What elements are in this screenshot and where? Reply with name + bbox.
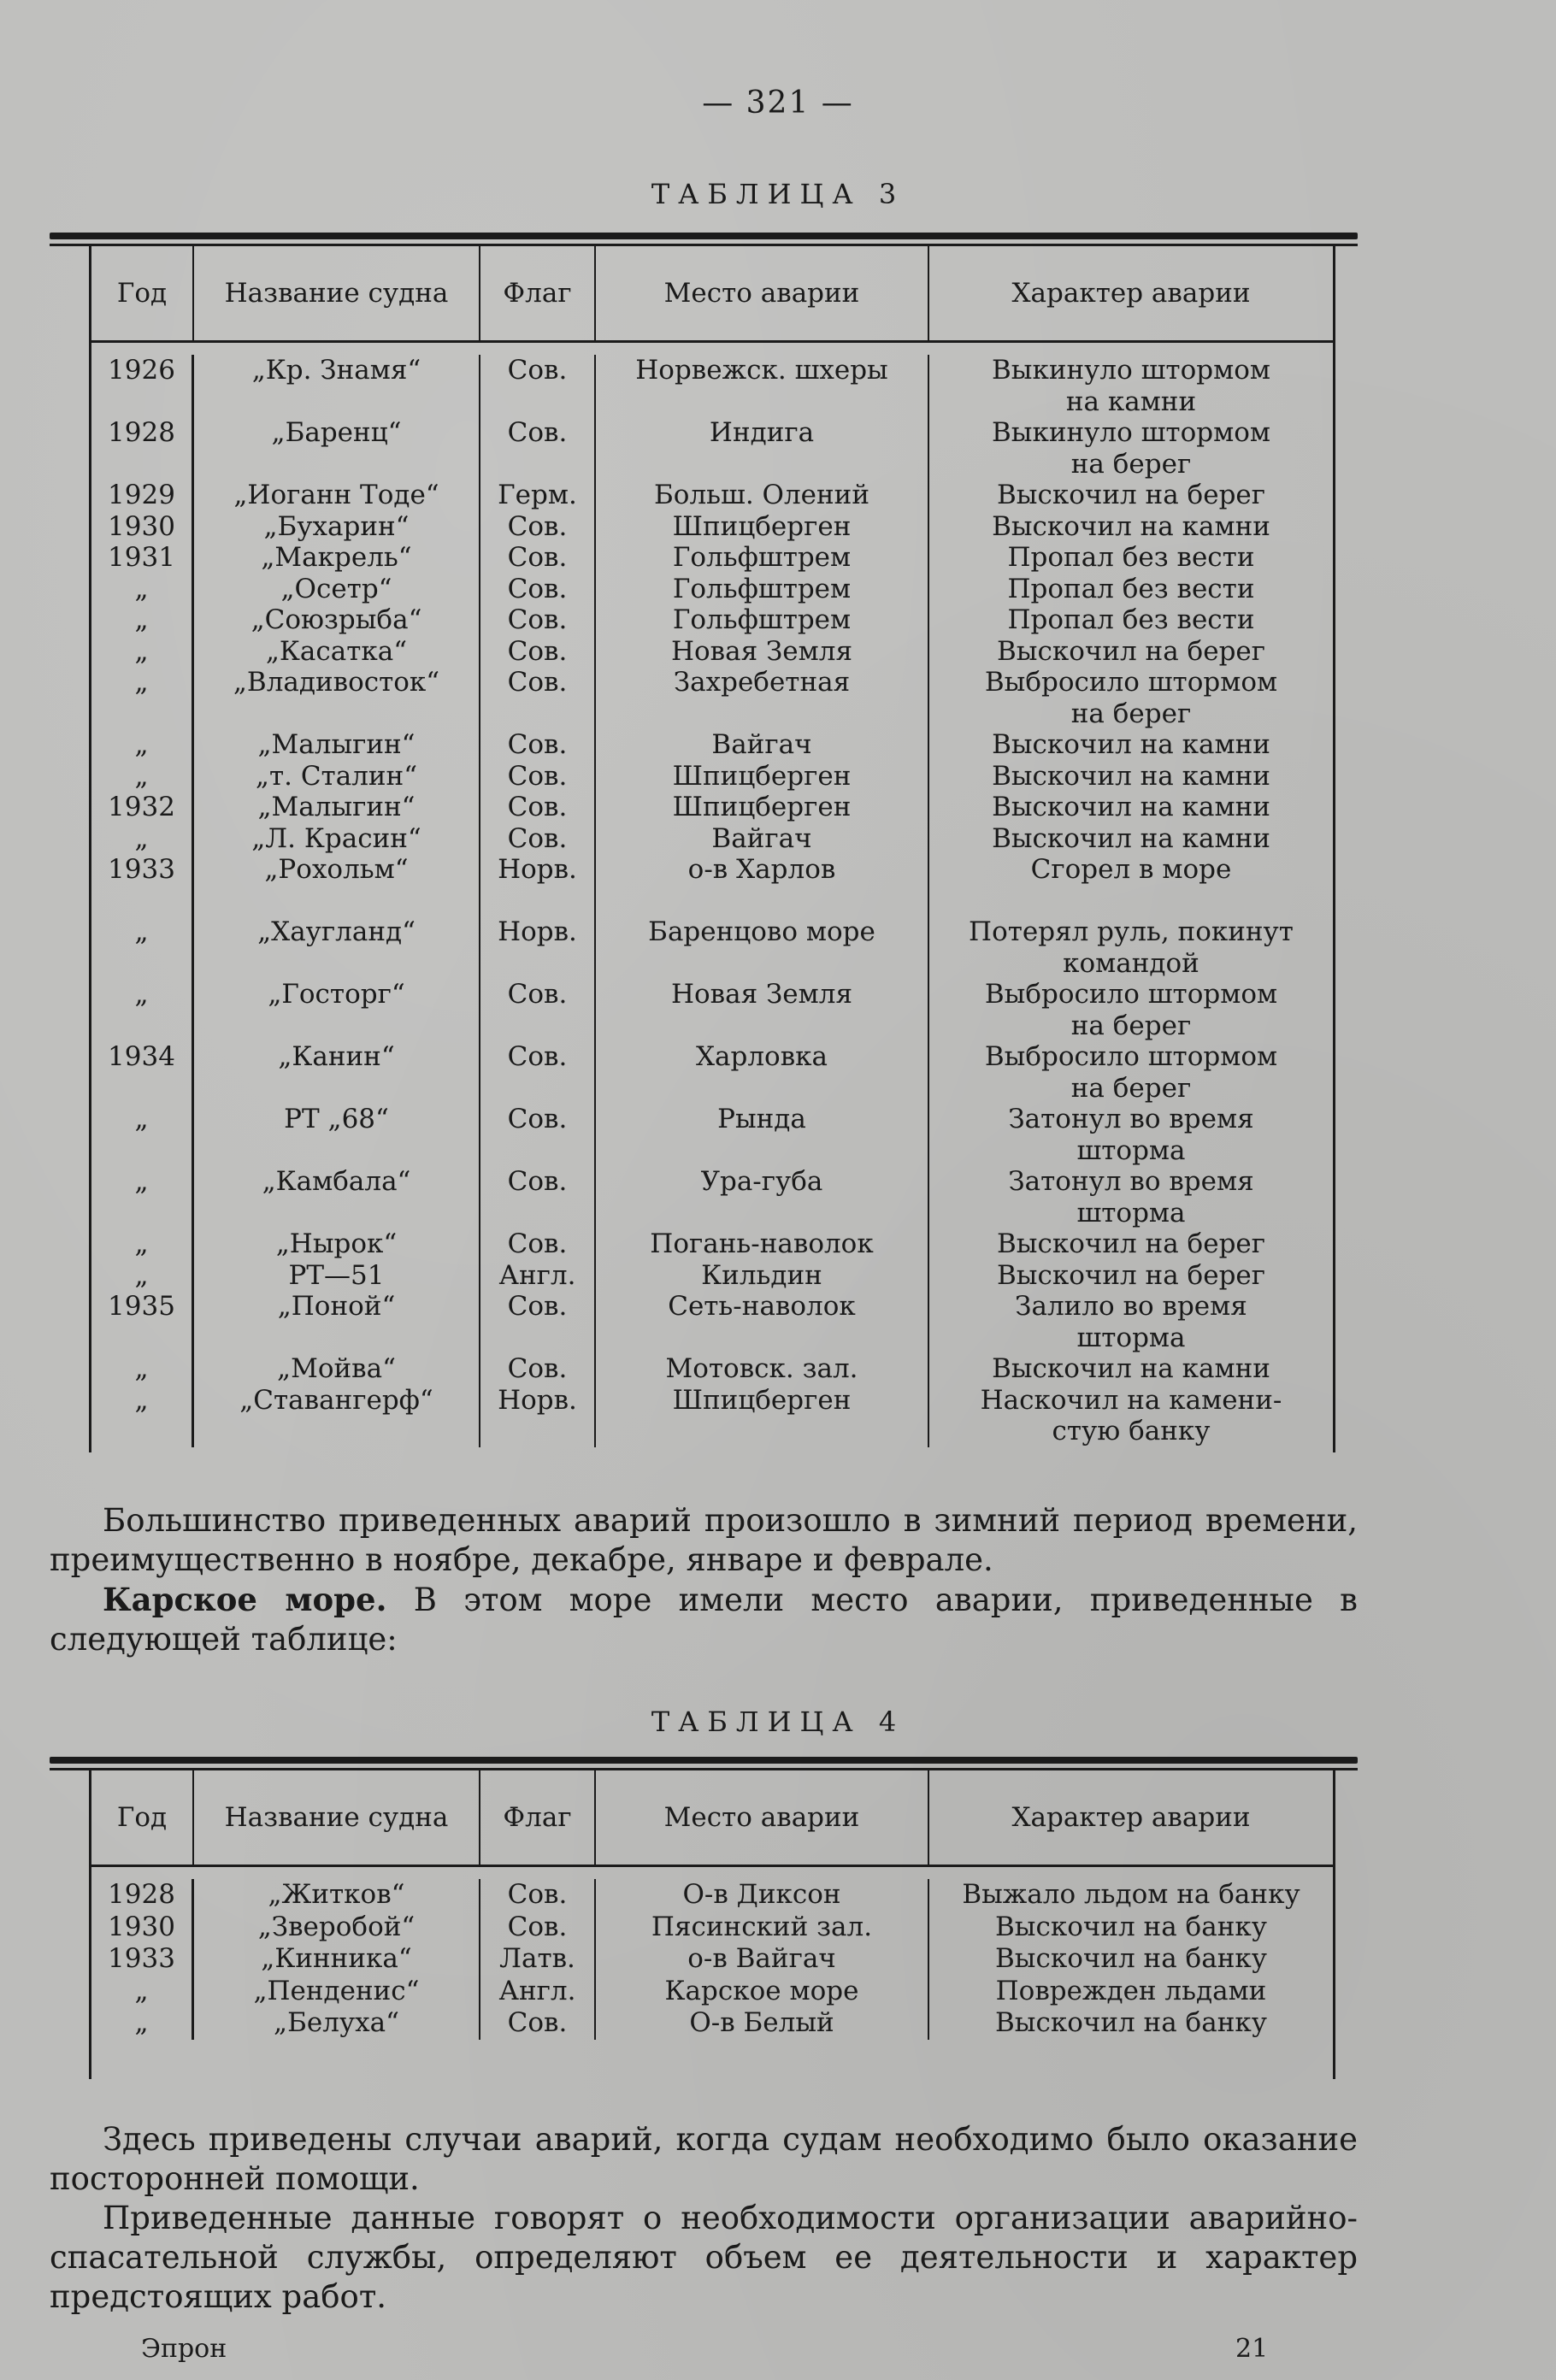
cell-place: Норвежск. шхеры	[635, 355, 888, 386]
cell-nature	[929, 979, 1333, 1041]
cell-nature	[929, 1041, 1333, 1104]
cell-place: Гольфштрем	[672, 604, 852, 635]
cell-year: „	[134, 2007, 149, 2038]
table3	[50, 233, 1358, 1452]
nature-line: Выскочил на камни	[992, 822, 1270, 854]
nature-line: Сгорел в море	[1030, 854, 1232, 885]
nature-line: на берег	[1070, 1010, 1192, 1041]
cell-flag: Сов.	[507, 729, 568, 760]
cell-year: „	[134, 1384, 149, 1416]
cell-flag: Сов.	[507, 355, 568, 386]
cell-nature	[929, 542, 1333, 574]
col-place	[596, 355, 929, 1447]
nature-line: Выбросило штормом	[984, 667, 1278, 698]
cell-flag: Сов.	[507, 1104, 568, 1134]
table3-title: ТАБЛИЦА 3	[651, 178, 905, 210]
cell-ship: „Поной“	[277, 1291, 396, 1322]
cell-year: „	[134, 573, 149, 604]
cell-nature	[929, 792, 1333, 823]
cell-year: „	[134, 979, 149, 1010]
cell-place: Рында	[717, 1104, 806, 1134]
header-year: Год	[91, 246, 194, 340]
nature-line: Выкинуло штормом	[992, 355, 1270, 386]
cell-flag: Сов.	[507, 1879, 568, 1910]
cell-nature	[929, 2007, 1333, 2040]
nature-line: Наскочил на камени-	[980, 1384, 1282, 1416]
col-place	[596, 1879, 929, 2040]
cell-year: „	[134, 916, 149, 947]
nature-line: на берег	[1070, 698, 1192, 729]
cell-place: Больш. Олений	[654, 480, 869, 510]
nature-line: Выскочил на камни	[992, 792, 1270, 822]
cell-nature	[929, 511, 1333, 543]
nature-line: Выскочил на камни	[992, 760, 1270, 792]
nature-line: Выскочил на банку	[995, 1911, 1267, 1942]
paragraph-kara-sea	[50, 1580, 1358, 1659]
cell-ship: „Мойва“	[277, 1353, 396, 1384]
cell-year: 1929	[108, 480, 175, 510]
nature-line: на берег	[1070, 448, 1192, 480]
cell-flag: Сов.	[507, 760, 568, 792]
cell-flag: Сов.	[507, 635, 568, 667]
col-flag	[480, 355, 596, 1447]
nature-line: Выскочил на камни	[992, 1353, 1270, 1384]
cell-place: Карское море	[664, 1975, 859, 2006]
cell-year: 1928	[108, 1879, 175, 1910]
cell-year: 1934	[108, 1041, 175, 1072]
cell-flag: Норв.	[498, 854, 577, 885]
col-flag	[480, 1879, 596, 2040]
header-year: Год	[91, 1770, 194, 1865]
cell-place: Индига	[709, 417, 815, 448]
cell-nature	[929, 636, 1333, 668]
footer-signature-number: 21	[1235, 2334, 1269, 2364]
cell-nature	[929, 355, 1333, 417]
cell-nature	[929, 854, 1333, 916]
cell-year: „	[134, 1353, 149, 1384]
cell-place: Новая Земля	[670, 635, 853, 667]
cell-place: Захребетная	[673, 667, 851, 698]
table-top-rule	[50, 1757, 1358, 1764]
nature-line: шторма	[1076, 1197, 1186, 1228]
cell-year: „	[134, 1228, 149, 1259]
cell-year: 1933	[108, 854, 175, 885]
cell-year: „	[134, 760, 149, 792]
nature-line: Выскочил на берег	[997, 635, 1265, 667]
cell-flag: Сов.	[507, 2007, 568, 2038]
cell-flag: Сов.	[507, 1166, 568, 1197]
cell-year: „	[134, 1166, 149, 1197]
cell-place: Вайгач	[711, 729, 812, 760]
col-year	[91, 355, 194, 1447]
cell-place: Пясинский зал.	[651, 1911, 873, 1942]
col-nature	[929, 1879, 1333, 2040]
cell-ship: „Канин“	[278, 1041, 395, 1072]
cell-year: 1932	[108, 792, 175, 822]
cell-nature	[929, 574, 1333, 605]
cell-place: Ура-губа	[700, 1166, 823, 1197]
cell-nature	[929, 480, 1333, 511]
col-year	[91, 1879, 194, 2040]
cell-nature	[929, 916, 1333, 979]
cell-nature	[929, 1260, 1333, 1292]
cell-ship: „Кр. Знамя“	[251, 355, 421, 386]
cell-flag: Сов.	[507, 604, 568, 635]
cell-place: о-в Вайгач	[687, 1943, 836, 1974]
nature-line: Затонул во время	[1008, 1166, 1254, 1197]
header-ship: Название судна	[194, 246, 480, 340]
table3-body	[89, 343, 1335, 1452]
paragraph-assistance: Здесь приведены случаи аварий, когда судам необходимо было оказание посторонней помощи.	[50, 2121, 1358, 2197]
cell-ship: РТ—51	[288, 1259, 385, 1291]
nature-line: Пропал без вести	[1007, 542, 1255, 573]
cell-flag: Сов.	[507, 542, 568, 573]
cell-place: Погань-наволок	[650, 1228, 874, 1259]
cell-ship: „Малыгин“	[257, 792, 416, 822]
cell-place: Новая Земля	[670, 979, 853, 1010]
nature-line: шторма	[1076, 1134, 1186, 1166]
cell-year: „	[134, 667, 149, 698]
nature-line: Выскочил на камни	[992, 729, 1270, 760]
table3-header	[89, 246, 1335, 340]
cell-flag: Сов.	[507, 1228, 568, 1259]
cell-place: О-в Диксон	[682, 1879, 841, 1910]
cell-ship: „Кинника“	[261, 1943, 412, 1974]
cell-year: „	[134, 635, 149, 667]
cell-nature	[929, 1228, 1333, 1260]
cell-ship: „Владивосток“	[233, 667, 440, 698]
cell-ship: „Касатка“	[265, 635, 408, 667]
cell-place: Вайгач	[711, 822, 812, 854]
cell-ship: „т. Сталин“	[255, 760, 418, 792]
cell-flag: Латв.	[499, 1943, 575, 1974]
cell-year: 1930	[108, 510, 175, 542]
header-flag: Флаг	[480, 246, 596, 340]
cell-nature	[929, 1976, 1333, 2008]
nature-line: Выскочил на банку	[995, 2007, 1267, 2038]
cell-ship: „Бухарин“	[263, 510, 410, 542]
text-block-2	[50, 2120, 1358, 2317]
cell-ship: „Житков“	[268, 1879, 405, 1910]
cell-nature	[929, 1291, 1333, 1353]
cell-flag: Сов.	[507, 822, 568, 854]
cell-place: Гольфштрем	[672, 542, 852, 573]
cell-nature	[929, 604, 1333, 636]
cell-flag: Англ.	[498, 1975, 576, 2006]
cell-place: Сеть-наволок	[668, 1291, 856, 1322]
cell-place: о-в Харлов	[687, 854, 836, 885]
cell-nature	[929, 417, 1333, 480]
cell-place: Шпицберген	[672, 760, 852, 792]
cell-place: Шпицберген	[672, 792, 852, 822]
cell-year: 1933	[108, 1943, 175, 1974]
col-ship	[194, 1879, 480, 2040]
cell-nature	[929, 761, 1333, 792]
header-ship: Название судна	[194, 1770, 480, 1865]
text-block-1	[50, 1501, 1358, 1659]
nature-line: Выжало льдом на банку	[962, 1879, 1300, 1910]
nature-line: командой	[1063, 947, 1199, 979]
nature-line: на камни	[1065, 386, 1197, 417]
cell-flag: Сов.	[507, 1911, 568, 1942]
nature-line: на берег	[1070, 1072, 1192, 1104]
nature-line	[929, 886, 1333, 917]
cell-flag: Сов.	[507, 417, 568, 448]
cell-flag: Сов.	[507, 667, 568, 698]
cell-ship: „Союзрыба“	[250, 604, 422, 635]
paragraph-rescue-service: Приведенные данные говорят о необходимости организации аварийно-спасательной службы, определяют объем ее деятельности и характер предстоящих работ.	[50, 2200, 1358, 2315]
cell-nature	[929, 1943, 1333, 1976]
nature-line: Пропал без вести	[1007, 573, 1255, 604]
cell-ship: „Госторг“	[268, 979, 405, 1010]
table4	[50, 1757, 1358, 2079]
header-place: Место аварии	[596, 1770, 929, 1865]
table4-body	[89, 1867, 1335, 2079]
cell-year: „	[134, 822, 149, 854]
cell-year: 1931	[108, 542, 175, 573]
cell-year: „	[134, 729, 149, 760]
nature-line: Выкинуло штормом	[992, 417, 1270, 448]
cell-ship: „Ставангерф“	[239, 1384, 433, 1416]
cell-ship: „Рохольм“	[264, 854, 409, 885]
cell-nature	[929, 1166, 1333, 1228]
cell-flag: Сов.	[507, 979, 568, 1010]
col-nature	[929, 355, 1333, 1447]
table4-header	[89, 1770, 1335, 1865]
cell-flag: Герм.	[498, 480, 577, 510]
cell-place: Шпицберген	[672, 510, 852, 542]
cell-flag: Сов.	[507, 1353, 568, 1384]
cell-place: Баренцово море	[648, 916, 875, 947]
cell-nature	[929, 1879, 1333, 1912]
nature-line: Выскочил на берег	[997, 1228, 1265, 1259]
cell-nature	[929, 1385, 1333, 1447]
page-number: — 321 —	[702, 85, 854, 121]
cell-flag: Сов.	[507, 510, 568, 542]
cell-ship: „Малыгин“	[257, 729, 416, 760]
cell-nature	[929, 823, 1333, 855]
cell-year: „	[134, 1104, 149, 1134]
cell-ship: „Макрель“	[261, 542, 412, 573]
table-top-rule	[50, 233, 1358, 239]
cell-place: Шпицберген	[672, 1384, 852, 1416]
cell-ship: „Пенденис“	[253, 1975, 420, 2006]
cell-place: Кильдин	[701, 1259, 822, 1291]
cell-flag: Норв.	[498, 916, 577, 947]
cell-flag: Сов.	[507, 792, 568, 822]
cell-year: „	[134, 1975, 149, 2006]
header-place: Место аварии	[596, 246, 929, 340]
header-nature: Характер аварии	[1011, 278, 1251, 309]
cell-year: „	[134, 604, 149, 635]
cell-year: 1926	[108, 355, 175, 386]
cell-flag: Сов.	[507, 1291, 568, 1322]
cell-ship: „Камбала“	[262, 1166, 411, 1197]
cell-ship: „Зверобой“	[257, 1911, 416, 1942]
nature-line: Выбросило штормом	[984, 979, 1278, 1010]
nature-line: Выскочил на камни	[992, 510, 1270, 542]
cell-ship: „Л. Красин“	[251, 822, 421, 854]
cell-flag: Сов.	[507, 573, 568, 604]
header-nature: Характер аварии	[1011, 1802, 1251, 1833]
cell-year: 1928	[108, 417, 175, 448]
cell-ship: „Нырок“	[275, 1228, 398, 1259]
table4-title: ТАБЛИЦА 4	[651, 1705, 905, 1738]
cell-nature	[929, 1104, 1333, 1166]
cell-year: 1935	[108, 1291, 175, 1322]
cell-ship: „Осетр“	[280, 573, 392, 604]
nature-line: шторма	[1076, 1322, 1186, 1353]
cell-ship: РТ „68“	[284, 1104, 389, 1134]
nature-line: Выскочил на берег	[997, 1259, 1265, 1291]
nature-line: Выскочил на банку	[995, 1943, 1267, 1974]
nature-line: Поврежден льдами	[995, 1975, 1267, 2006]
cell-flag: Норв.	[498, 1384, 577, 1416]
nature-line: Пропал без вести	[1007, 604, 1255, 635]
nature-line: Залило во время	[1015, 1291, 1247, 1322]
nature-line: Выбросило штормом	[984, 1041, 1278, 1072]
cell-place: Мотовск. зал.	[665, 1353, 858, 1384]
cell-place: О-в Белый	[689, 2007, 834, 2038]
cell-flag: Сов.	[507, 1041, 568, 1072]
footer-publisher: Эпрон	[141, 2334, 227, 2364]
nature-line: Затонул во время	[1008, 1104, 1254, 1134]
col-ship	[194, 355, 480, 1447]
nature-line: стую банку	[1052, 1416, 1211, 1446]
cell-ship: „Иоганн Тоде“	[233, 480, 439, 510]
cell-nature	[929, 1912, 1333, 1944]
cell-place: Гольфштрем	[672, 573, 852, 604]
cell-nature	[929, 1353, 1333, 1385]
kara-sea-heading: Карское море.	[103, 1581, 387, 1618]
cell-nature	[929, 729, 1333, 761]
nature-line: Выскочил на берег	[997, 480, 1265, 510]
nature-line: Потерял руль, покинут	[969, 916, 1294, 947]
cell-place: Харловка	[695, 1041, 828, 1072]
cell-ship: „Белуха“	[274, 2007, 399, 2038]
header-flag: Флаг	[480, 1770, 596, 1865]
cell-year: „	[134, 1259, 149, 1291]
cell-year: 1930	[108, 1911, 175, 1942]
cell-nature	[929, 667, 1333, 729]
cell-ship: „Хаугланд“	[257, 916, 416, 947]
cell-ship: „Баренц“	[271, 417, 402, 448]
paragraph-winter: Большинство приведенных аварий произошло в зимний период времени, преимущественно в ноябре, декабре, январе и феврале.	[50, 1502, 1358, 1578]
kara-sea-text: В этом море имели место аварии, приведенные в следующей таблице:	[50, 1582, 1359, 1658]
cell-flag: Англ.	[498, 1259, 576, 1291]
